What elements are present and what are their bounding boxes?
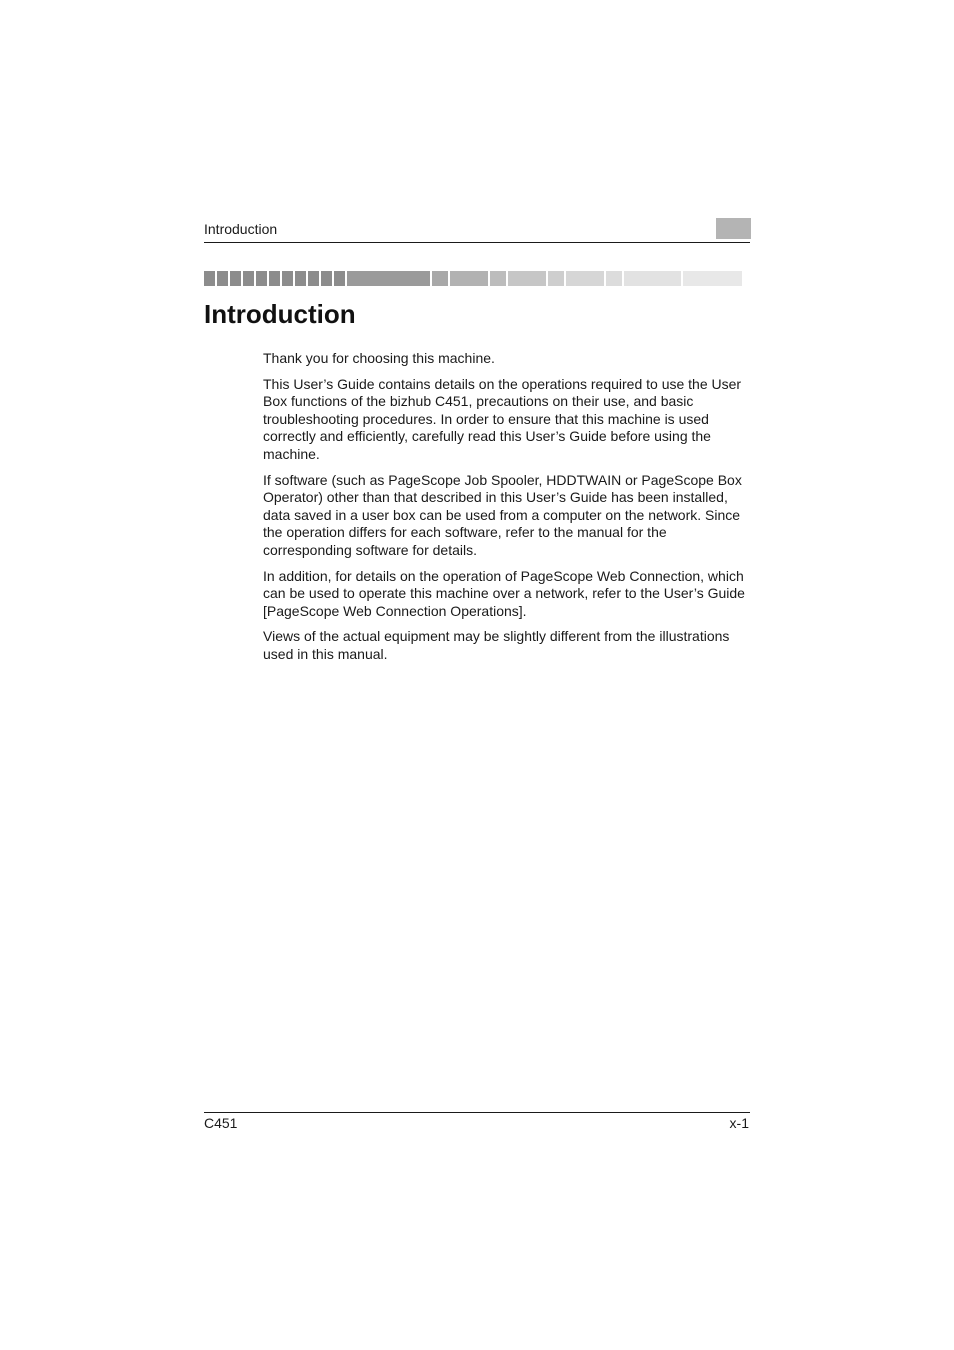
deco-segment [566, 271, 604, 286]
deco-segment [256, 271, 267, 286]
deco-segment [308, 271, 319, 286]
deco-segment [490, 271, 506, 286]
deco-segment [624, 271, 681, 286]
paragraph: Views of the actual equipment may be slightly different from the illustrations used in this manual. [263, 628, 730, 662]
deco-segment [269, 271, 280, 286]
paragraph: Thank you for choosing this machine. [263, 350, 495, 366]
paragraph: If software (such as PageScope Job Spooler, HDDTWAIN or PageScope Box Operator) other than that described in this User’s Guide has been installed, data saved in a user box can be used from a computer on the network. Since the operation differs for each software, refer to the manual for the corresponding software for details. [263, 471, 742, 558]
body-text [263, 350, 751, 672]
deco-segment [508, 271, 546, 286]
deco-segment [347, 271, 430, 286]
deco-segment [282, 271, 293, 286]
chapter-tab [716, 218, 751, 239]
footer-divider [204, 1112, 750, 1113]
deco-segment [606, 271, 622, 286]
deco-segment [217, 271, 228, 286]
paragraph: This User’s Guide contains details on the operations required to use the User Box functions of the bizhub C451, precautions on their use, and basic troubleshooting procedures. In order to ensure that this machine is used correctly and efficiently, carefully read this User’s Guide before using the machine. [263, 375, 742, 462]
deco-segment [683, 271, 742, 286]
footer-model: C451 [204, 1115, 238, 1131]
deco-segment [204, 271, 215, 286]
page-title: Introduction [204, 299, 356, 329]
deco-segment [321, 271, 332, 286]
deco-segment [334, 271, 345, 286]
deco-segment [230, 271, 241, 286]
title-decoration-bar [204, 271, 748, 286]
deco-segment [450, 271, 488, 286]
running-header: Introduction [204, 221, 278, 237]
deco-segment [432, 271, 448, 286]
header-divider [204, 242, 750, 243]
deco-segment [548, 271, 564, 286]
deco-segment [243, 271, 254, 286]
paragraph: In addition, for details on the operation of PageScope Web Connection, which can be used to operate this machine over a network, refer to the User’s Guide [PageScope Web Connection Operations]. [263, 567, 745, 619]
page-number: x-1 [729, 1115, 749, 1131]
deco-segment [295, 271, 306, 286]
